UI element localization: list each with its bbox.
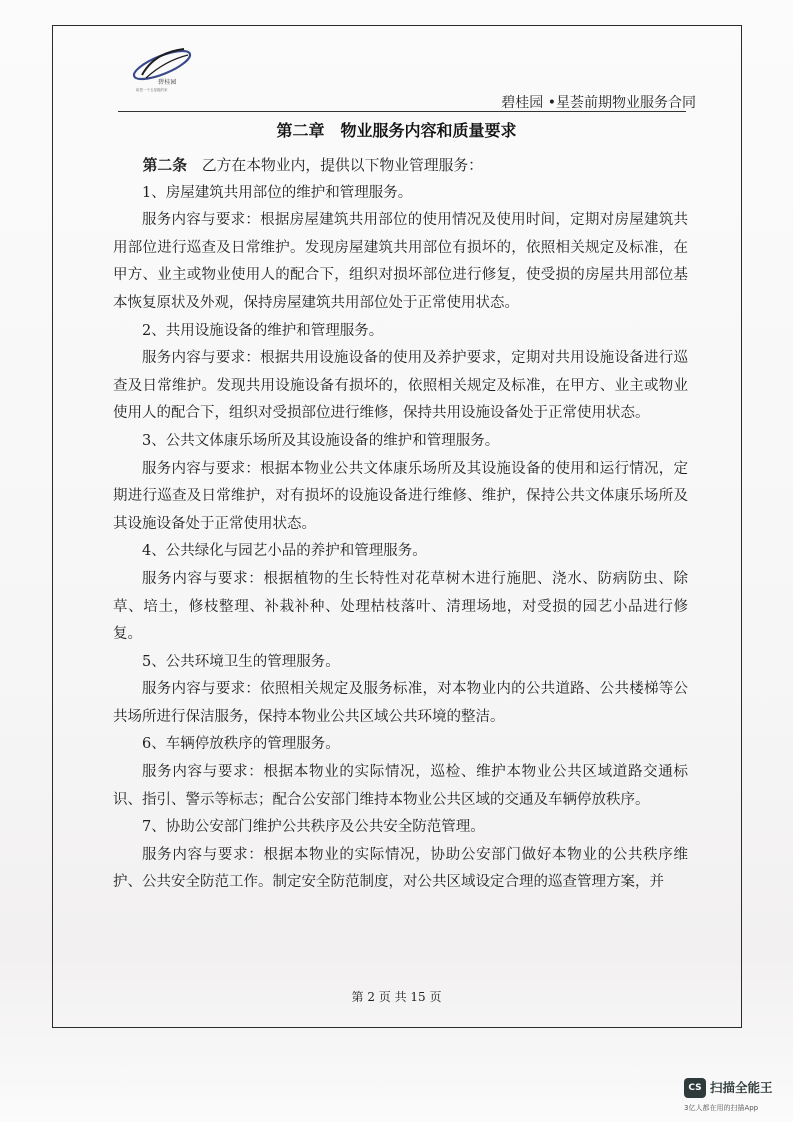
document-body (113, 152, 688, 897)
item-4-heading: 4、公共绿化与园艺小品的养护和管理服务。 (142, 543, 427, 560)
page-number: 第 2 页 共 15 页 (351, 990, 442, 1004)
item-4-requirements: 服务内容与要求：根据植物的生长特性对花草树木进行施肥、浇水、防病防虫、除草、培土，修枝整理、补栽补种、处理枯枝落叶、清理场地，对受损的园艺小品进行修复。 (113, 570, 688, 643)
document-header-title: 碧桂园 •星荟前期物业服务合同 (501, 95, 696, 111)
item-7-requirements: 服务内容与要求：根据本物业的实际情况，协助公安部门做好本物业的公共秩序维护、公共安全防范工作。制定安全防范制度，对公共区域设定合理的巡查管理方案，并 (113, 846, 688, 891)
item-1-requirements: 服务内容与要求：根据房屋建筑共用部位的使用情况及使用时间，定期对房屋建筑共用部位进行巡查及日常维护。发现房屋建筑共用部位有损坏的，依照相关规定及标准，在甲方、业主或物业使用人的配合下，组织对损坏部位进行修复，使受损的房屋共用部位基本恢复原状及外观，保持房屋建筑共用部位处于正常使用状态。 (113, 212, 688, 311)
scanner-app-name: 扫描全能王 (710, 1080, 773, 1095)
item-2-requirements: 服务内容与要求：根据共用设施设备的使用及养护要求，定期对共用设施设备进行巡查及日常维护。发现共用设施设备有损坏的，依照相关规定及标准，在甲方、业主或物业使用人的配合下，组织对受损部位进行维修，保持共用设施设备处于正常使用状态。 (113, 350, 688, 422)
article-text: 乙方在本物业内，提供以下物业管理服务： (201, 157, 483, 174)
header-divider (118, 111, 686, 112)
scanner-watermark (668, 1074, 778, 1118)
item-1-heading: 1、房屋建筑共用部位的维护和管理服务。 (142, 184, 413, 201)
article-intro (113, 152, 688, 180)
item-5-requirements: 服务内容与要求：依照相关规定及服务标准，对本物业内的公共道路、公共楼梯等公共场所进行保洁服务，保持本物业公共区域公共环境的整洁。 (113, 681, 688, 725)
item-7-heading: 7、协助公安部门维护公共秩序及公共安全防范管理。 (142, 819, 485, 836)
item-2-heading: 2、共用设施设备的维护和管理服务。 (142, 322, 384, 339)
item-3-heading: 3、公共文体康乐场所及其设施设备的维护和管理服务。 (142, 432, 500, 449)
item-6-requirements: 服务内容与要求：根据本物业的实际情况，巡检、维护本物业公共区域道路交通标识、指引、警示等标志；配合公安部门维持本物业公共区域的交通及车辆停放秩序。 (113, 764, 688, 808)
logo-tagline: 给您一个五星级的家 (136, 88, 168, 92)
item-5-heading: 5、公共环境卫生的管理服务。 (142, 653, 340, 670)
item-6-heading: 6、车辆停放秩序的管理服务。 (142, 736, 340, 753)
article-number: 第二条 (142, 157, 187, 174)
item-3-requirements: 服务内容与要求：根据本物业公共文体康乐场所及其设施设备的使用和运行情况，定期进行巡查及日常维护，对有损坏的设施设备进行维修、维护，保持公共文体康乐场所及其设施设备处于正常使用状态。 (113, 460, 688, 532)
chapter-title: 第二章 物业服务内容和质量要求 (276, 121, 517, 140)
logo-name: 碧桂园 (158, 79, 177, 86)
camscanner-icon: CS (684, 1078, 706, 1098)
scanner-slogan: 3亿人都在用的扫描App (684, 1104, 759, 1112)
